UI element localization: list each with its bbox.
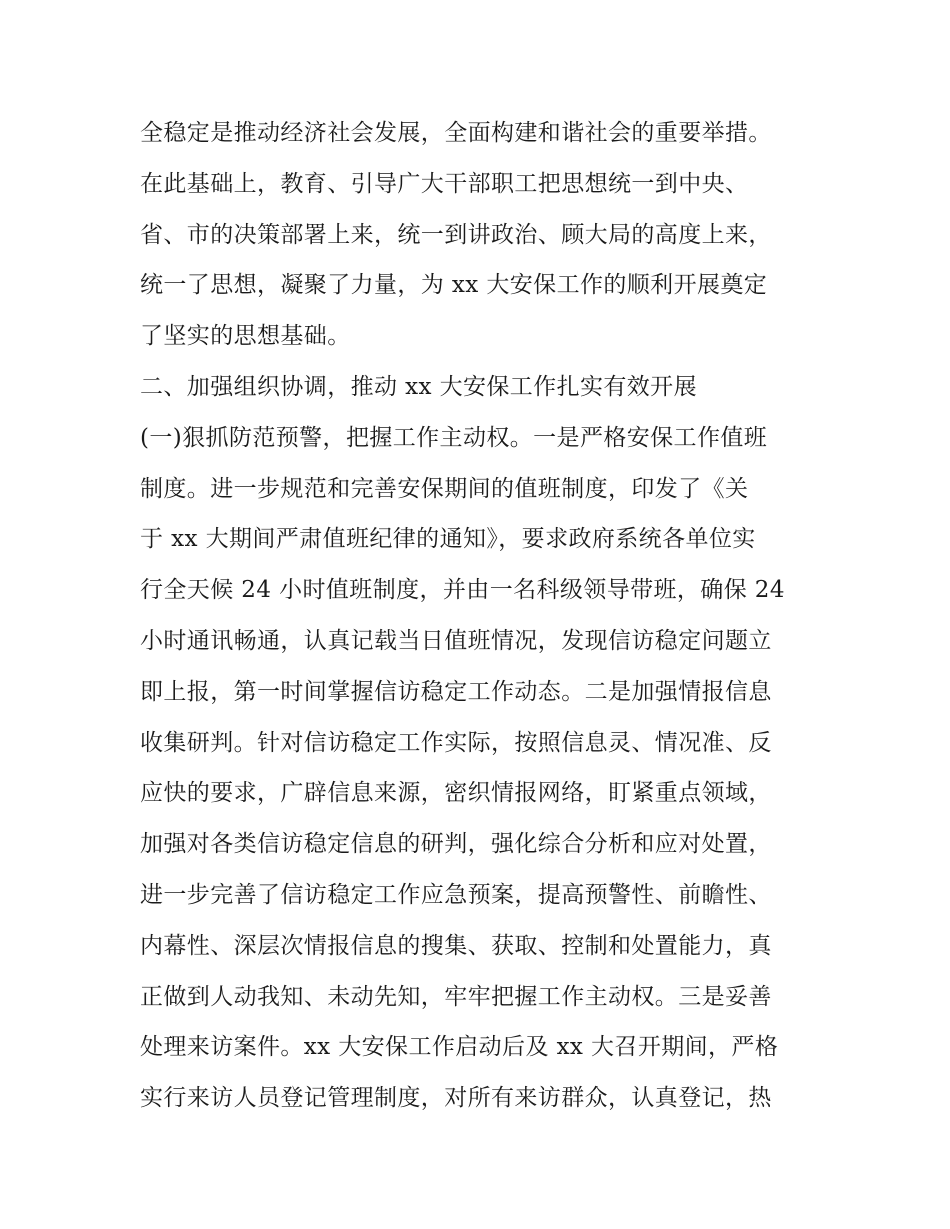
text-line-18: 正做到人动我知、未动先知，牢牢把握工作主动权。三是妥善 (140, 983, 772, 1010)
text-line-11: 小时通讯畅通，认真记载当日值班情况，发现信访稳定问题立 (140, 627, 772, 654)
text-line-7: (一)狠抓防范预警，把握工作主动权。一是严格安保工作值班 (140, 424, 768, 451)
text-line-4: 统一了思想，凝聚了力量，为 xx 大安保工作的顺利开展奠定 (140, 272, 768, 299)
text-line-13: 收集研判。针对信访稳定工作实际，按照信息灵、情况准、反 (140, 729, 772, 756)
text-line-10: 行全天候 24 小时值班制度，并由一名科级领导带班，确保 24 (140, 577, 785, 604)
text-line-12: 即上报，第一时间掌握信访稳定工作动态。二是加强情报信息 (140, 678, 772, 705)
text-line-16: 进一步完善了信访稳定工作应急预案，提高预警性、前瞻性、 (140, 881, 772, 908)
section-heading: 二、加强组织协调，推动 xx 大安保工作扎实有效开展 (140, 373, 697, 400)
text-line-15: 加强对各类信访稳定信息的研判，强化综合分析和应对处置， (140, 831, 772, 858)
text-line-9: 于 xx 大期间严肃值班纪律的通知》，要求政府系统各单位实 (140, 526, 756, 553)
text-line-8: 制度。进一步规范和完善安保期间的值班制度，印发了《关 (140, 475, 749, 502)
text-line-20: 实行来访人员登记管理制度，对所有来访群众，认真登记，热 (140, 1085, 772, 1112)
text-line-5: 了坚实的思想基础。 (140, 323, 351, 350)
text-line-17: 内幕性、深层次情报信息的搜集、获取、控制和处置能力，真 (140, 932, 772, 959)
text-line-3: 省、市的决策部署上来，统一到讲政治、顾大局的高度上来， (140, 221, 772, 248)
text-line-19: 处理来访案件。xx 大安保工作启动后及 xx 大召开期间，严格 (140, 1034, 779, 1061)
document-body (140, 108, 820, 1124)
text-line-1: 全稳定是推动经济社会发展，全面构建和谐社会的重要举措。 (140, 120, 772, 146)
text-line-2: 在此基础上，教育、引导广大干部职工把思想统一到中央、 (140, 170, 749, 197)
text-line-14: 应快的要求，广辟信息来源，密织情报网络，盯紧重点领域， (140, 780, 772, 807)
